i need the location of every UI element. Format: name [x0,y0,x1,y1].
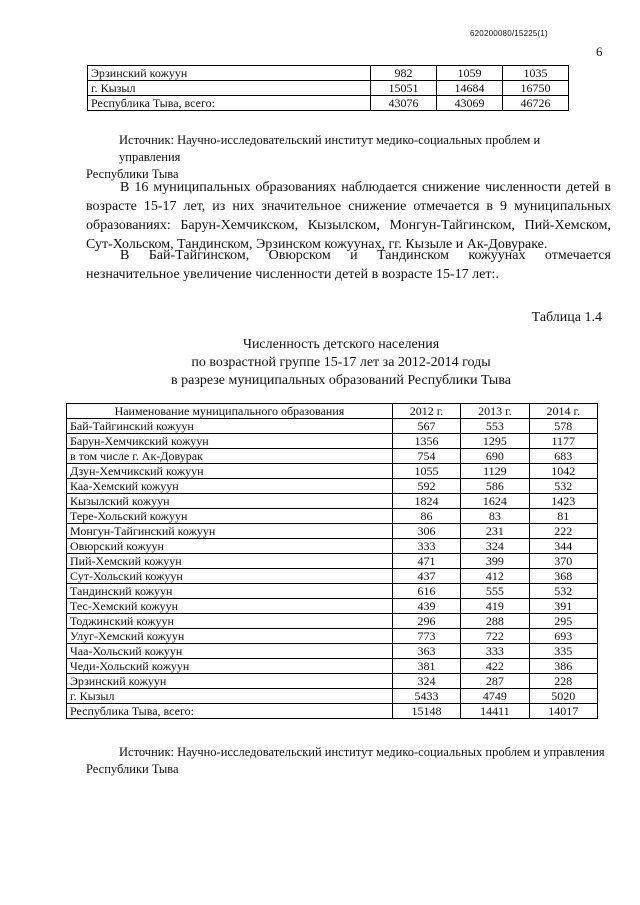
row-name-cell: Барун-Хемчикский кожуун [67,434,393,449]
row-name-cell: Тандинский кожуун [67,584,393,599]
value-cell-2014: 1177 [529,434,597,449]
value-cell-2014: 81 [529,509,597,524]
header-2013: 2013 г. [461,404,529,419]
value-cell-2013: 333 [461,644,529,659]
row-name-cell: Республика Тыва, всего: [88,96,371,111]
row-name-cell: Чеди-Хольский кожуун [67,659,393,674]
table-title [86,336,596,390]
table-row [67,659,598,674]
value-cell-2013: 690 [461,449,529,464]
value-cell-2012: 437 [392,569,460,584]
value-cell-2014: 391 [529,599,597,614]
value-cell-2014: 532 [529,584,597,599]
value-cell-2013: 1624 [461,494,529,509]
row-name-cell: Каа-Хемский кожуун [67,479,393,494]
row-name-cell: Тоджинский кожуун [67,614,393,629]
value-cell-2014: 1423 [529,494,597,509]
value-cell-2012: 363 [392,644,460,659]
value-cell-2012: 324 [392,674,460,689]
value-cell-2013: 399 [461,554,529,569]
paragraph-2 [86,246,611,284]
value-cell-2013: 287 [461,674,529,689]
value-cell-2012: 15051 [371,81,437,96]
table-title-line1: Численность детского населения [242,337,440,352]
bottom-source-note [86,744,616,778]
value-cell-2012: 773 [392,629,460,644]
row-name-cell: г. Кызыл [88,81,371,96]
value-cell-2014: 335 [529,644,597,659]
value-cell-2012: 439 [392,599,460,614]
table-row [67,584,598,599]
table-row [88,81,569,96]
value-cell-2012: 15148 [392,704,460,719]
header-name: Наименование муниципального образования [67,404,393,419]
bottom-source-line2: Республики Тыва [86,762,179,776]
row-name-cell: Чаа-Хольский кожуун [67,644,393,659]
top-source-note [86,132,596,183]
table-row [67,554,598,569]
table-row [88,66,569,81]
row-name-cell: Тере-Хольский кожуун [67,509,393,524]
value-cell-2014: 16750 [503,81,569,96]
value-cell-2014: 295 [529,614,597,629]
value-cell-2012: 381 [392,659,460,674]
table-row [67,704,598,719]
value-cell-2013: 324 [461,539,529,554]
value-cell-2013: 1059 [437,66,503,81]
header-2012: 2012 г. [392,404,460,419]
row-name-cell: Бай-Тайгинский кожуун [67,419,393,434]
value-cell-2012: 471 [392,554,460,569]
table-label: Таблица 1.4 [531,310,602,325]
value-cell-2012: 592 [392,479,460,494]
value-cell-2014: 5020 [529,689,597,704]
value-cell-2013: 553 [461,419,529,434]
value-cell-2013: 722 [461,629,529,644]
value-cell-2014: 228 [529,674,597,689]
main-table-header-row [67,404,598,419]
row-name-cell: Овюрский кожуун [67,539,393,554]
table-row [67,599,598,614]
value-cell-2013: 4749 [461,689,529,704]
top-table [87,65,569,111]
value-cell-2012: 86 [392,509,460,524]
value-cell-2014: 370 [529,554,597,569]
value-cell-2013: 288 [461,614,529,629]
value-cell-2014: 1042 [529,464,597,479]
table-row [67,419,598,434]
value-cell-2013: 1295 [461,434,529,449]
table-row [67,479,598,494]
row-name-cell: Эрзинский кожуун [88,66,371,81]
row-name-cell: Эрзинский кожуун [67,674,393,689]
value-cell-2014: 1035 [503,66,569,81]
table-row [67,524,598,539]
value-cell-2013: 412 [461,569,529,584]
value-cell-2012: 982 [371,66,437,81]
value-cell-2012: 296 [392,614,460,629]
value-cell-2013: 419 [461,599,529,614]
table-row [67,494,598,509]
value-cell-2013: 43069 [437,96,503,111]
document-id: 620200080/15225(1) [470,29,548,38]
value-cell-2012: 754 [392,449,460,464]
row-name-cell: г. Кызыл [67,689,393,704]
table-row [67,464,598,479]
page-number: 6 [596,44,603,59]
value-cell-2012: 567 [392,419,460,434]
value-cell-2014: 693 [529,629,597,644]
value-cell-2013: 555 [461,584,529,599]
top-source-line1: Источник: Научно-исследовательский институт медико-социальных проблем и управления [119,133,541,164]
value-cell-2013: 1129 [461,464,529,479]
table-row [88,96,569,111]
table-row [67,674,598,689]
value-cell-2014: 683 [529,449,597,464]
row-name-cell: Тес-Хемский кожуун [67,599,393,614]
row-name-cell: Сут-Хольский кожуун [67,569,393,584]
value-cell-2013: 586 [461,479,529,494]
table-row [67,509,598,524]
table-row [67,569,598,584]
table-row [67,644,598,659]
value-cell-2013: 83 [461,509,529,524]
row-name-cell: Монгун-Тайгинский кожуун [67,524,393,539]
value-cell-2013: 422 [461,659,529,674]
value-cell-2013: 231 [461,524,529,539]
table-title-line2: по возрастной группе 15-17 лет за 2012-2014 годы [191,355,491,370]
value-cell-2014: 386 [529,659,597,674]
row-name-cell: Пий-Хемский кожуун [67,554,393,569]
value-cell-2014: 222 [529,524,597,539]
table-row [67,629,598,644]
value-cell-2012: 333 [392,539,460,554]
paragraph-1-text: В 16 муниципальных образованиях наблюдается снижение численности детей в возрасте 15-17 лет, из них значительное снижение отмечается в 9 муниципальных образованиях: Барун-Хемчикском, Кызылском, Монгун-Тайгинском, Пий-Хемском, Сут-Хольском, Тандинском, Эрзинском кожуунах, гг. Кызыле и Ак-Довураке. [86,180,611,252]
table-row [67,449,598,464]
row-name-cell: в том числе г. Ак-Довурак [67,449,393,464]
paragraph-1 [86,178,611,254]
value-cell-2013: 14684 [437,81,503,96]
value-cell-2014: 46726 [503,96,569,111]
value-cell-2012: 616 [392,584,460,599]
table-row [67,434,598,449]
top-source-line2: Республики Тыва [86,167,179,181]
table-row [67,539,598,554]
bottom-source-line1: Источник: Научно-исследовательский институт медико-социальных проблем и управления [119,745,605,759]
header-2014: 2014 г. [529,404,597,419]
value-cell-2014: 532 [529,479,597,494]
value-cell-2014: 578 [529,419,597,434]
value-cell-2012: 5433 [392,689,460,704]
table-row [67,614,598,629]
value-cell-2013: 14411 [461,704,529,719]
value-cell-2014: 344 [529,539,597,554]
value-cell-2014: 14017 [529,704,597,719]
row-name-cell: Республика Тыва, всего: [67,704,393,719]
row-name-cell: Дзун-Хемчикский кожуун [67,464,393,479]
table-title-line3: в разрезе муниципальных образований Республики Тыва [171,373,511,388]
row-name-cell: Кызылский кожуун [67,494,393,509]
main-table [66,403,598,719]
value-cell-2012: 1356 [392,434,460,449]
paragraph-2-text: В Бай-Тайгинском, Овюрском и Тандинском кожуунах отмечается незначительное увеличение численности детей в возрасте 15-17 лет:. [86,248,611,282]
value-cell-2012: 306 [392,524,460,539]
row-name-cell: Улуг-Хемский кожуун [67,629,393,644]
value-cell-2014: 368 [529,569,597,584]
value-cell-2012: 1055 [392,464,460,479]
value-cell-2012: 43076 [371,96,437,111]
table-row [67,689,598,704]
value-cell-2012: 1824 [392,494,460,509]
